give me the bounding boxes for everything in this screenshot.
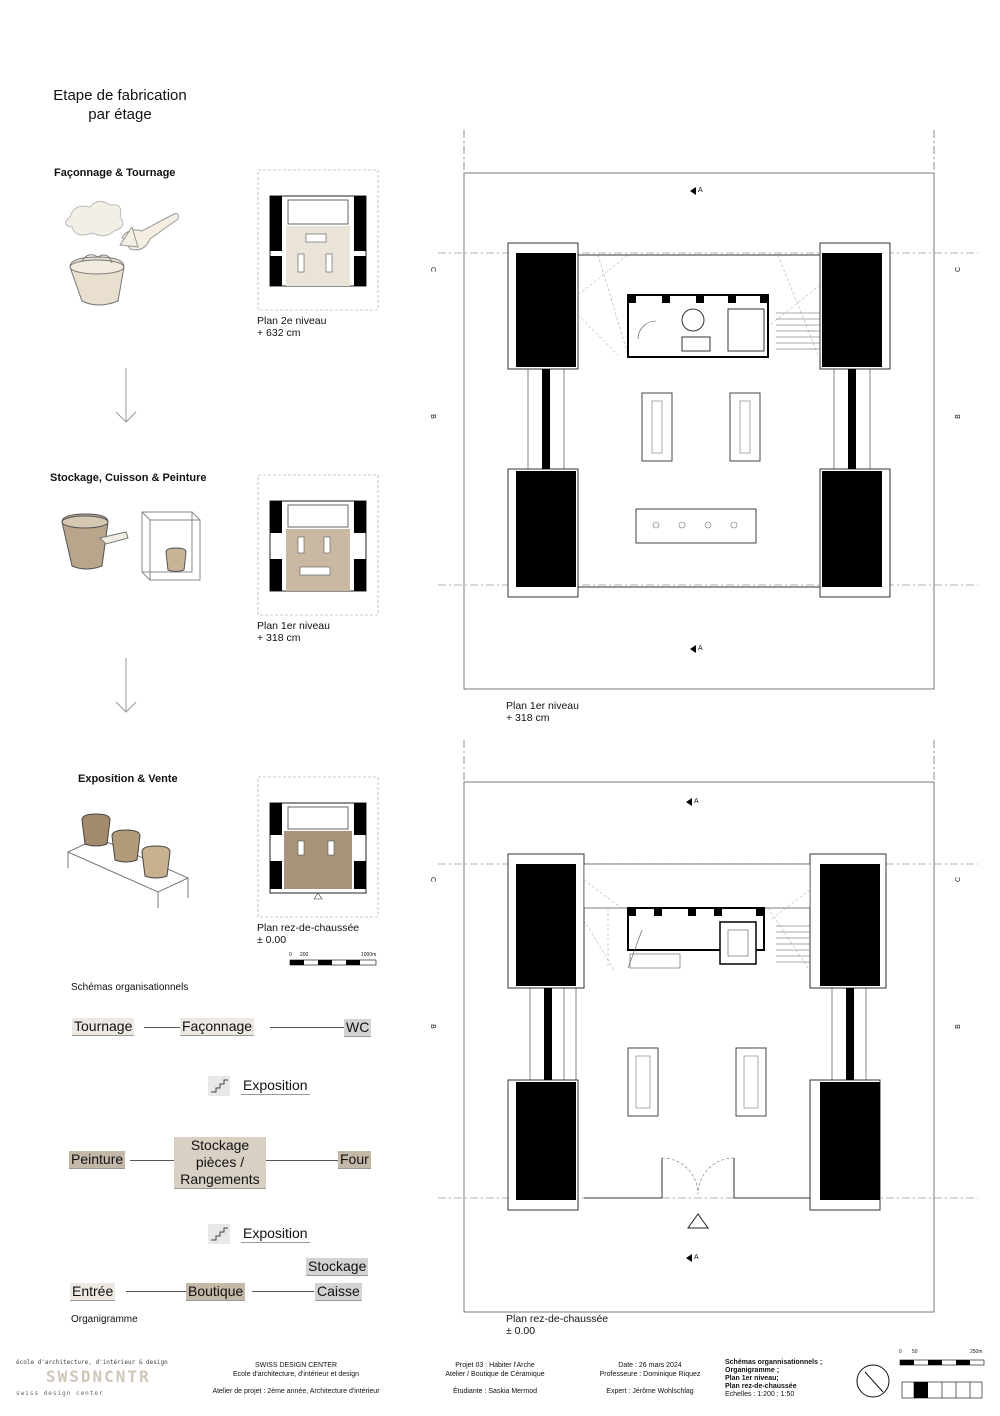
schema-wc: WC <box>346 1019 370 1035</box>
section-marker-b: B <box>428 1024 436 1029</box>
small-scale-start: 0 <box>289 952 292 958</box>
connector-line <box>266 1160 338 1161</box>
plan-height: + 318 cm <box>257 632 301 644</box>
small-scale-end: 1000m <box>361 952 377 958</box>
arrow-down-icon <box>115 658 137 716</box>
title-line-2: par étage <box>88 106 152 123</box>
page-title <box>20 86 220 124</box>
large-plan-ground-floor <box>438 740 978 1320</box>
connector-line <box>270 1027 344 1028</box>
school-subtitle: swiss design center <box>16 1390 104 1397</box>
school-tagline: école d'architecture, d'intérieur & design <box>16 1359 168 1366</box>
schema-four: Four <box>340 1151 369 1167</box>
arrow-down-icon <box>115 368 137 426</box>
schema-exposition-1: Exposition <box>243 1077 308 1093</box>
schema-peinture: Peinture <box>71 1151 124 1167</box>
student-name: Étudiante : Saskia Mermod <box>452 1388 538 1395</box>
schema-stockage-pieces: Stockage pièces / Rangements <box>174 1137 266 1189</box>
north-arrow-icon <box>855 1362 895 1402</box>
connector-line <box>252 1291 314 1292</box>
center-name: SWISS DESIGN CENTER <box>254 1362 338 1369</box>
plan-height: ± 0.00 <box>506 1325 536 1337</box>
plan-label: Plan 2e niveau <box>257 315 327 327</box>
stair-icon <box>208 1224 230 1244</box>
footer-col-school <box>206 1361 386 1396</box>
large-plan-first-floor <box>438 125 978 715</box>
section-marker-c: C <box>429 266 437 273</box>
schema-exposition-2: Exposition <box>243 1225 308 1241</box>
section-marker-c: C <box>955 876 963 883</box>
organigramme-label: Organigramme <box>71 1314 138 1325</box>
section-marker-b: B <box>428 414 436 419</box>
schema-tournage: Tournage <box>74 1018 133 1034</box>
plan-height: ± 0.00 <box>257 934 287 946</box>
plan-label: Plan 1er niveau <box>257 620 330 632</box>
plan-height: + 632 cm <box>257 327 301 339</box>
step-title-storage: Stockage, Cuisson & Peinture <box>50 472 207 484</box>
stair-icon <box>208 1076 230 1096</box>
expert: Expert : Jérôme Wohlschlag <box>606 1388 694 1395</box>
small-scale-mid: 200 <box>300 952 309 958</box>
sheet-title-line: Schémas organnisationnels ; <box>725 1359 823 1366</box>
section-marker-a: A <box>698 645 703 652</box>
atelier-info: Atelier de projet : 2ème année, Architecture d'intérieur <box>212 1388 380 1395</box>
sheet-title-line: Plan rez-de-chaussée <box>725 1383 797 1390</box>
schemas-title: Schémas organisationnels <box>71 982 189 993</box>
step-title-shaping: Façonnage & Tournage <box>54 167 176 179</box>
section-marker-c: C <box>429 876 437 883</box>
atelier-boutique: Atelier / Boutique de Céramique <box>445 1371 545 1378</box>
section-marker-b: B <box>954 1024 962 1029</box>
schema-stockage: Stockage <box>308 1258 367 1274</box>
center-desc: Ecole d'architecture, d'intérieur et design <box>232 1371 360 1378</box>
school-logo: SWSDNCNTR <box>46 1367 151 1386</box>
schema-caisse: Caisse <box>317 1283 360 1299</box>
section-marker-a: A <box>694 1254 699 1261</box>
title-line-1: Etape de fabrication <box>53 87 187 104</box>
sheet-title <box>725 1359 822 1399</box>
plan-label: Plan 1er niveau <box>506 700 579 712</box>
section-marker-a: A <box>694 798 699 805</box>
scale-50: 50 <box>912 1349 918 1355</box>
large-scale-bar <box>898 1356 988 1404</box>
schema-entree: Entrée <box>72 1283 114 1299</box>
exhibition-illustration <box>66 812 196 912</box>
sheet-title-line: Plan 1er niveau; <box>725 1375 779 1382</box>
section-marker-c: C <box>955 266 963 273</box>
section-marker-b: B <box>954 414 962 419</box>
small-plan-level1 <box>258 475 378 615</box>
schema-boutique: Boutique <box>188 1283 244 1299</box>
plan-caption-ground <box>257 922 359 946</box>
step-title-exhibition: Exposition & Vente <box>78 773 178 785</box>
large-plan-ground-caption <box>506 1313 608 1337</box>
plan-caption-level2 <box>257 315 326 339</box>
footer-col-date <box>580 1361 720 1396</box>
small-plan-ground <box>258 777 378 917</box>
firing-illustration <box>60 508 210 588</box>
plan-label: Plan rez-de-chaussée <box>257 922 360 934</box>
plan-label: Plan rez-de-chaussée <box>506 1313 609 1325</box>
plan-caption-level1 <box>257 620 330 644</box>
footer-col-project <box>420 1361 570 1396</box>
sheet-title-line: Organigramme ; <box>725 1367 780 1374</box>
date: Date : 26 mars 2024 <box>618 1362 682 1369</box>
schema-faconnage: Façonnage <box>182 1018 253 1034</box>
connector-line <box>144 1027 180 1028</box>
shaping-illustration <box>60 195 200 315</box>
large-plan-first-caption <box>506 700 579 724</box>
small-plan-level2 <box>258 170 378 310</box>
project-name: Projet 03 : Habiter l'Arche <box>455 1362 535 1369</box>
connector-line <box>130 1160 174 1161</box>
scales: Echelles : 1:200 ; 1:50 <box>725 1391 795 1398</box>
connector-line <box>126 1291 186 1292</box>
scale-250: 250m <box>970 1349 983 1355</box>
professor: Professeure : Dominique Riquez <box>599 1371 701 1378</box>
section-marker-a: A <box>698 187 703 194</box>
plan-height: + 318 cm <box>506 712 550 724</box>
scale-0: 0 <box>899 1349 902 1355</box>
